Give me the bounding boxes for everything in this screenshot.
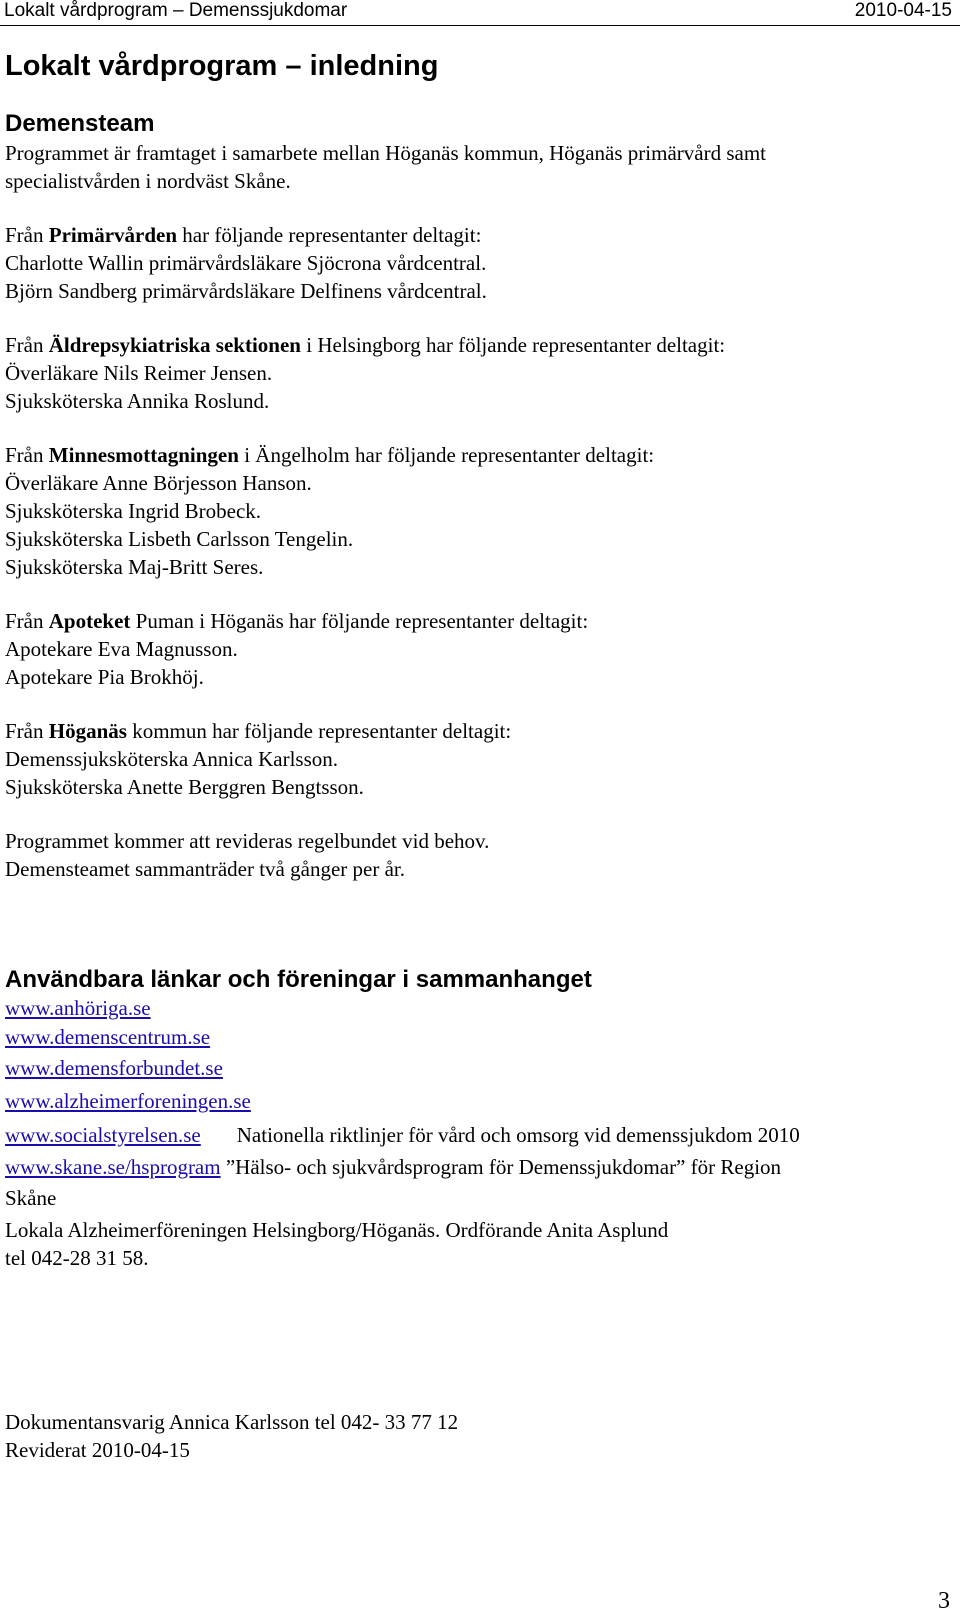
local-association-phone: tel 042-28 31 58. (5, 1246, 149, 1270)
link-alzheimerforeningen[interactable]: www.alzheimerforeningen.se (5, 1089, 251, 1113)
skane-row (5, 1153, 781, 1181)
member-line: Apotekare Eva Magnusson. (5, 637, 238, 661)
page-title: Lokalt vårdprogram – inledning (5, 50, 439, 82)
group-heading-aldrepsykiatri: Från Äldrepsykiatriska sektionen i Helsingborg har följande representanter deltagit: (5, 333, 726, 357)
page-number: 3 (938, 1588, 950, 1614)
skane-desc-cont: Skåne (5, 1186, 57, 1210)
closing-line: Programmet kommer att revideras regelbundet vid behov. (5, 829, 490, 853)
skane-desc: ”Hälso- och sjukvårdsprogram för Demenssjukdomar” för Region (220, 1155, 782, 1179)
closing-line: Demensteamet sammanträder två gånger per år. (5, 857, 405, 881)
section-heading-demensteam: Demensteam (5, 110, 155, 137)
header-rule (0, 25, 960, 26)
member-line: Apotekare Pia Brokhöj. (5, 665, 204, 689)
document-responsible: Dokumentansvarig Annica Karlsson tel 042- 33 77 12 (5, 1410, 459, 1434)
group-heading-primarvarden: Från Primärvården har följande representanter deltagit: (5, 223, 482, 247)
member-line: Överläkare Anne Börjesson Hanson. (5, 471, 312, 495)
section-heading-links: Användbara länkar och föreningar i sammanhanget (5, 966, 592, 993)
header-date: 2010-04-15 (854, 0, 952, 21)
member-line: Björn Sandberg primärvårdsläkare Delfinens vårdcentral. (5, 279, 487, 303)
socialstyrelsen-row (5, 1121, 800, 1149)
member-line: Sjuksköterska Lisbeth Carlsson Tengelin. (5, 527, 354, 551)
group-heading-apoteket: Från Apoteket Puman i Höganäs har följande representanter deltagit: (5, 609, 589, 633)
member-line: Charlotte Wallin primärvårdsläkare Sjöcrona vårdcentral. (5, 251, 487, 275)
member-line: Sjuksköterska Annika Roslund. (5, 389, 270, 413)
local-association-line: Lokala Alzheimerföreningen Helsingborg/Höganäs. Ordförande Anita Asplund (5, 1218, 669, 1242)
link-demensforbundet[interactable]: www.demensforbundet.se (5, 1056, 223, 1080)
member-line: Demenssjuksköterska Annica Karlsson. (5, 747, 339, 771)
page-header (0, 0, 960, 24)
intro-line: specialistvården i nordväst Skåne. (5, 169, 291, 193)
link-socialstyrelsen[interactable]: www.socialstyrelsen.se (5, 1123, 201, 1147)
member-line: Överläkare Nils Reimer Jensen. (5, 361, 273, 385)
link-demenscentrum[interactable]: www.demenscentrum.se (5, 1025, 211, 1049)
socialstyrelsen-desc: Nationella riktlinjer för vård och omsorg vid demenssjukdom 2010 (236, 1123, 800, 1147)
intro-line: Programmet är framtaget i samarbete mellan Höganäs kommun, Höganäs primärvård samt (5, 141, 767, 165)
revised-date: Reviderat 2010-04-15 (5, 1438, 190, 1462)
header-doc-title: Lokalt vårdprogram – Demenssjukdomar (4, 0, 348, 21)
member-line: Sjuksköterska Anette Berggren Bengtsson. (5, 775, 364, 799)
group-heading-minnesmottagningen: Från Minnesmottagningen i Ängelholm har följande representanter deltagit: (5, 443, 655, 467)
link-anhoriga[interactable]: www.anhöriga.se (5, 996, 151, 1020)
member-line: Sjuksköterska Maj-Britt Seres. (5, 555, 264, 579)
group-heading-hoganas: Från Höganäs kommun har följande representanter deltagit: (5, 719, 512, 743)
link-skane-hsprogram[interactable]: www.skane.se/hsprogram (5, 1155, 221, 1179)
member-line: Sjuksköterska Ingrid Brobeck. (5, 499, 262, 523)
